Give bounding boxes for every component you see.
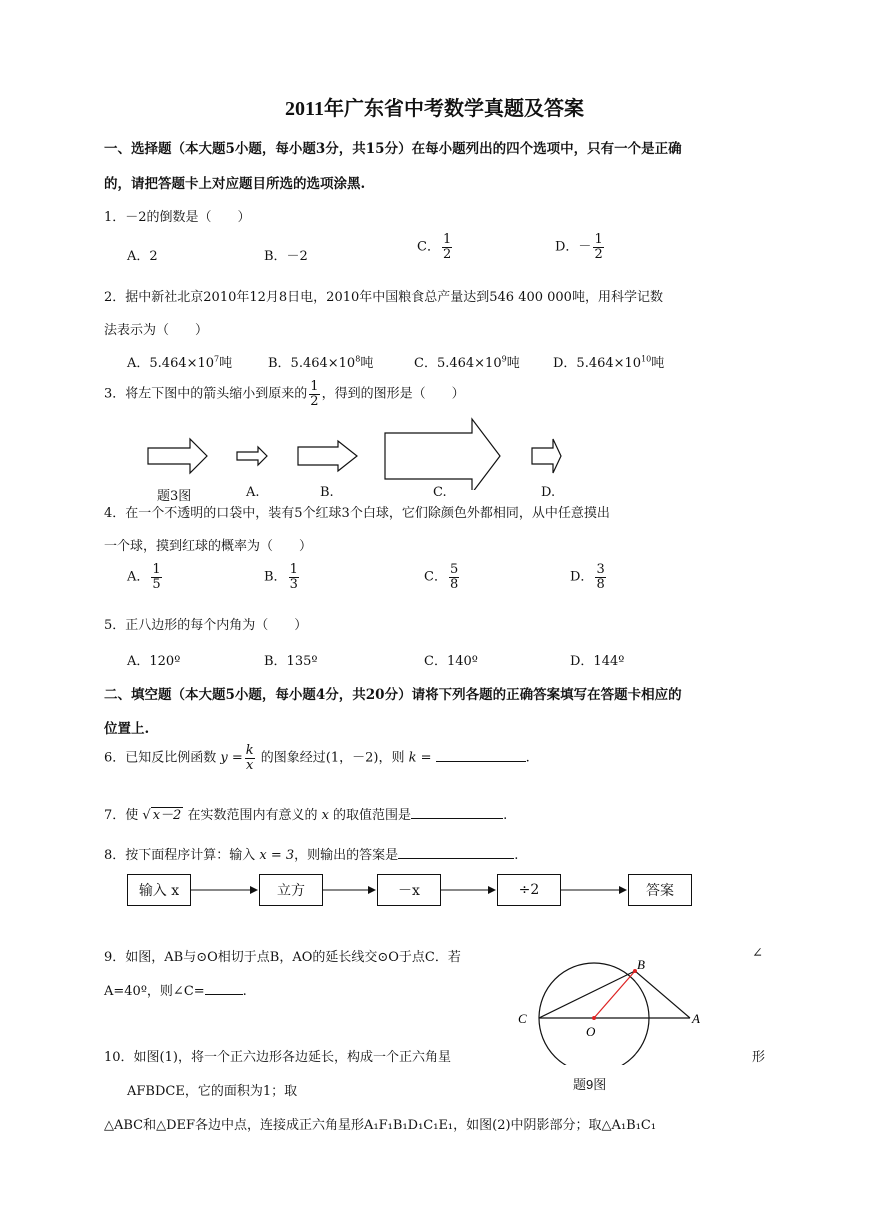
q2-stem-line2: 法表示为（ ）: [104, 323, 209, 338]
q5-option-a: A．120º: [127, 654, 181, 669]
flow-box-negate: －x: [377, 874, 441, 906]
section1-header-line2: 的，请把答题卡上对应题目所选的选项涂黑.: [104, 176, 366, 192]
q8-end: .: [514, 848, 519, 863]
q2-stem-line1: 2．据中新社北京2010年12月8日电，2010年中国粮食总产量达到546 400 000吨，用科学记数: [104, 290, 663, 305]
q9-line1: 9．如图，AB与⊙O相切于点B，AO的延长线交⊙O于点C．若: [104, 950, 461, 965]
q1-option-c-label: C．: [417, 239, 440, 255]
q4-c-label: C．: [424, 569, 447, 585]
q3-label-b: B.: [320, 485, 334, 500]
q2-c-base: C．5.464×10: [414, 356, 502, 371]
q5-option-c: C．140º: [424, 654, 478, 669]
q4-option-c: [424, 563, 461, 591]
q1-option-b: B．－2: [264, 249, 308, 264]
q3-frac-denominator: 2: [310, 393, 319, 409]
line-cb: [539, 971, 635, 1018]
flow-arrows: [0, 874, 869, 908]
q4-d-denominator: 8: [596, 576, 605, 592]
q4-b-denominator: 3: [289, 576, 298, 592]
q7-post: 的取值范围是: [328, 808, 412, 823]
section1-header-line1: 一、选择题（本大题5小题，每小题3分，共15分）在每小题列出的四个选项中，只有一个是正确: [104, 141, 682, 157]
q8-line: [104, 844, 518, 863]
q9-line2-end: .: [242, 984, 247, 999]
label-o: O: [586, 1024, 596, 1039]
q7-sqrt: √ x－2: [142, 808, 182, 823]
q8-pre: 8．按下面程序计算：输入: [104, 848, 260, 863]
q1-d-denominator: 2: [594, 246, 603, 262]
q8-post: ，则输出的答案是: [294, 848, 399, 863]
q2-c-unit: 吨: [506, 356, 520, 371]
point-o: [592, 1016, 596, 1020]
q7-radicand: x－2: [152, 808, 182, 823]
q4-a-denominator: 5: [152, 576, 161, 592]
q2-option-d: [553, 352, 664, 371]
page-title: 2011年广东省中考数学真题及答案: [285, 98, 584, 120]
q2-a-base: A．5.464×10: [127, 356, 215, 371]
q6-line: [104, 744, 530, 772]
q5-option-d: D．144º: [570, 654, 625, 669]
q4-option-d: [570, 563, 608, 591]
q1-option-a: A．2: [127, 249, 158, 264]
q7-line: [104, 804, 507, 823]
q1-c-denominator: 2: [442, 246, 452, 262]
q1-stem: 1．－2的倒数是（ ）: [104, 210, 251, 225]
q2-option-c: [414, 352, 520, 371]
q6-frac-denominator: x: [246, 757, 254, 773]
q4-b-numerator: 1: [289, 562, 298, 577]
q2-d-base: D．5.464×10: [553, 356, 642, 371]
q3-arrows-figure: [140, 415, 570, 490]
q10-line1-end: 形: [752, 1050, 766, 1065]
q3-label-figure: 题3图: [157, 489, 192, 504]
q9-answer-blank[interactable]: [205, 993, 243, 995]
arrow-option-d: [532, 439, 561, 473]
q6-mid: 的图象经过(1，－2)，则: [256, 750, 409, 766]
q6-end: .: [525, 750, 530, 766]
q2-option-b: [268, 352, 373, 371]
q5-stem: 5．正八边形的每个内角为（ ）: [104, 618, 308, 633]
q1-option-d: [555, 233, 606, 261]
q2-option-a: [127, 352, 232, 371]
q3-stem: [104, 380, 465, 408]
q6-answer-blank[interactable]: [436, 760, 526, 762]
q7-answer-blank[interactable]: [411, 817, 503, 819]
q4-d-numerator: 3: [596, 562, 605, 577]
q10-line2: AFBDCE，它的面积为1；取: [127, 1084, 298, 1099]
q8-answer-blank[interactable]: [398, 857, 514, 859]
q2-b-base: B．5.464×10: [268, 356, 356, 371]
flow-box-divide: ÷2: [497, 874, 561, 906]
q7-end: .: [503, 808, 508, 823]
q4-a-label: A．: [127, 569, 150, 585]
arrow-original: [148, 439, 207, 473]
q6-y-equals: y =: [220, 750, 243, 766]
q1-d-numerator: 1: [594, 232, 603, 247]
q2-a-exponent: 7: [214, 354, 220, 364]
section2-header-line2: 位置上.: [104, 721, 150, 737]
q2-d-unit: 吨: [651, 356, 665, 371]
flow-box-answer: 答案: [628, 874, 692, 906]
flow-box-cube: 立方: [259, 874, 323, 906]
q2-b-exponent: 8: [355, 354, 361, 364]
q6-frac-numerator: k: [245, 743, 254, 758]
q7-mid: 在实数范围内有意义的: [183, 808, 322, 823]
q10-line1: 10．如图(1)，将一个正六边形各边延长，构成一个正六角星: [104, 1050, 451, 1065]
q3-label-a: A.: [246, 485, 260, 500]
section2-header-line1: 二、填空题（本大题5小题，每小题4分，共20分）请将下列各题的正确答案填写在答题卡相应的: [104, 687, 682, 703]
label-b: B: [637, 957, 645, 972]
q3-stem-post: ，得到的图形是（ ）: [321, 386, 465, 402]
q9-figure-caption: 题9图: [573, 1077, 607, 1092]
q9-line2: [104, 980, 247, 999]
q4-b-label: B．: [264, 569, 287, 585]
flow-box-input: 输入 x: [127, 874, 191, 906]
q4-option-a: [127, 563, 164, 591]
q9-circle-figure: [510, 955, 710, 1065]
q8-x-equals: x = 3: [259, 848, 295, 863]
arrow-option-c: [385, 419, 500, 490]
label-c: C: [518, 1011, 527, 1026]
q1-option-d-label: D．－: [555, 239, 592, 255]
q4-stem-line2: 一个球，摸到红球的概率为（ ）: [104, 539, 313, 554]
q1-option-c: [417, 233, 454, 261]
q4-d-label: D．: [570, 569, 594, 585]
q4-option-b: [264, 563, 301, 591]
q2-d-exponent: 10: [641, 354, 652, 364]
q9-angle-symbol: ∠: [752, 946, 763, 961]
q3-label-c: C.: [433, 485, 447, 500]
q3-label-d: D.: [541, 485, 556, 500]
line-ob: [594, 971, 635, 1018]
q7-pre: 7．使: [104, 808, 143, 823]
q4-stem-line1: 4．在一个不透明的口袋中，装有5个红球3个白球，它们除颜色外都相同，从中任意摸出: [104, 506, 610, 521]
arrow-option-b: [298, 441, 357, 471]
q6-k-equals: k =: [408, 750, 432, 766]
q7-variable: x: [321, 808, 329, 823]
q2-c-exponent: 9: [501, 354, 507, 364]
q2-a-unit: 吨: [219, 356, 233, 371]
q2-b-unit: 吨: [360, 356, 374, 371]
q9-line2-pre: A=40º，则∠C=: [104, 984, 205, 999]
circle-o: [539, 963, 649, 1065]
q6-pre: 6．已知反比例函数: [104, 750, 221, 766]
q10-line3: △ABC和△DEF各边中点，连接成正六角星形A₁F₁B₁D₁C₁E₁，如图(2)中阴影部分；取△A₁B₁C₁: [104, 1118, 657, 1133]
arrow-option-a: [237, 447, 267, 465]
q4-c-denominator: 8: [449, 576, 459, 592]
q4-a-numerator: 1: [152, 562, 161, 577]
q4-c-numerator: 5: [449, 562, 459, 577]
label-a: A: [692, 1011, 700, 1026]
q1-c-numerator: 1: [442, 232, 452, 247]
q5-option-b: B．135º: [264, 654, 318, 669]
q3-stem-pre: 3．将左下图中的箭头缩小到原来的: [104, 386, 308, 402]
q3-frac-numerator: 1: [310, 379, 319, 394]
